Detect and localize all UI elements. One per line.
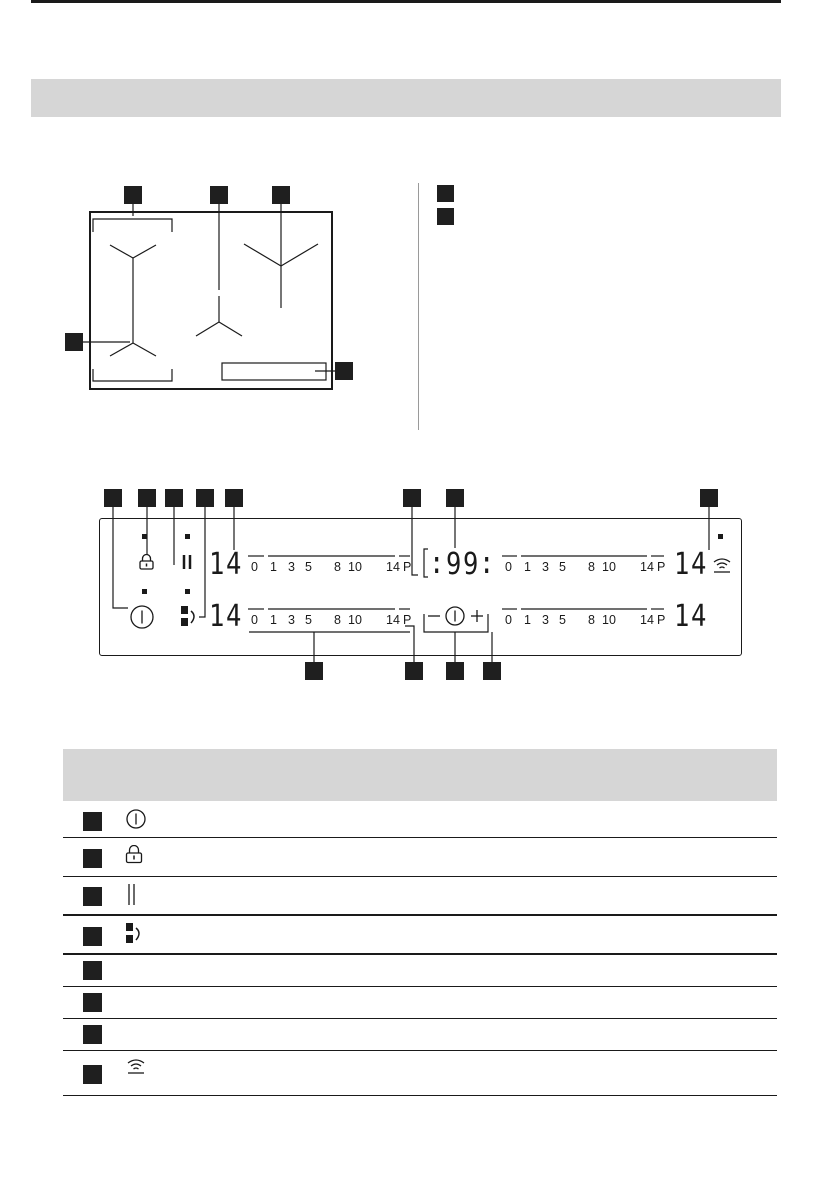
table-row bbox=[63, 916, 777, 955]
slider-scale-label: 3 bbox=[542, 613, 549, 627]
slider-scale-label: P bbox=[657, 560, 666, 574]
slider-scale-label: 1 bbox=[270, 560, 277, 574]
table-row bbox=[63, 801, 777, 838]
slider-scale-label: 0 bbox=[505, 560, 512, 574]
slider-scale-label: 5 bbox=[559, 560, 566, 574]
slider-scale-label: 10 bbox=[348, 613, 362, 627]
indicator-dot bbox=[718, 534, 723, 539]
timer-colon: : bbox=[479, 546, 497, 581]
slider-scale-label: 3 bbox=[288, 560, 295, 574]
slider-scale-label: 14 bbox=[640, 560, 654, 574]
slider-scale-label: P bbox=[657, 613, 666, 627]
pause-icon[interactable] bbox=[180, 554, 194, 570]
lock-icon[interactable] bbox=[139, 554, 154, 570]
power-level-display: 14 bbox=[209, 547, 244, 582]
slider-scale-label: 3 bbox=[542, 560, 549, 574]
slider-scale-label: 14 bbox=[386, 560, 400, 574]
table-row bbox=[63, 838, 777, 877]
pause-icon bbox=[125, 883, 139, 907]
row-marker bbox=[83, 849, 102, 868]
row-marker bbox=[83, 1025, 102, 1044]
timer-display: 99 bbox=[446, 547, 481, 582]
indicator-dot bbox=[142, 589, 147, 594]
row-marker bbox=[83, 1065, 102, 1084]
legend-table bbox=[63, 749, 777, 1096]
hob2hood-icon[interactable] bbox=[711, 556, 733, 575]
row-marker bbox=[83, 961, 102, 980]
indicator-dot bbox=[185, 589, 190, 594]
slider-scale-label: 0 bbox=[505, 613, 512, 627]
row-marker bbox=[83, 927, 102, 946]
slider-scale-label: 1 bbox=[524, 560, 531, 574]
hob2hood-icon bbox=[125, 1057, 147, 1077]
slider-scale-label: 0 bbox=[251, 613, 258, 627]
slider-scale-label: 3 bbox=[288, 613, 295, 627]
slider-scale-label: P bbox=[403, 613, 412, 627]
table-row bbox=[63, 877, 777, 916]
slider-scale-label: 10 bbox=[348, 560, 362, 574]
slider-scale-label: 8 bbox=[588, 560, 595, 574]
table-header bbox=[63, 749, 777, 801]
table-row bbox=[63, 1051, 777, 1096]
slider-scale-label: 8 bbox=[334, 613, 341, 627]
power-level-display: 14 bbox=[209, 599, 244, 634]
slider-scale-label: 8 bbox=[334, 560, 341, 574]
row-marker bbox=[83, 887, 102, 906]
table-row bbox=[63, 955, 777, 987]
table-row bbox=[63, 987, 777, 1019]
power-level-display: 14 bbox=[674, 599, 709, 634]
slider-scale-label: 0 bbox=[251, 560, 258, 574]
power-icon[interactable] bbox=[129, 604, 155, 630]
timer-colon: : bbox=[429, 546, 447, 581]
indicator-dot bbox=[142, 534, 147, 539]
slider-scale-label: 8 bbox=[588, 613, 595, 627]
table-row bbox=[63, 1019, 777, 1051]
indicator-dot bbox=[185, 534, 190, 539]
slider-scale-label: 14 bbox=[386, 613, 400, 627]
slider-scale-label: 1 bbox=[524, 613, 531, 627]
timer-controls bbox=[425, 604, 489, 628]
slider-scale-label: 14 bbox=[640, 613, 654, 627]
bridge-icon bbox=[125, 921, 143, 947]
power-icon bbox=[125, 808, 147, 830]
row-marker bbox=[83, 993, 102, 1012]
lock-icon bbox=[125, 845, 143, 864]
slider-scale-label: 10 bbox=[602, 560, 616, 574]
slider-scale-label: 5 bbox=[305, 560, 312, 574]
slider-scale-label: 5 bbox=[305, 613, 312, 627]
bridge-icon[interactable] bbox=[179, 604, 199, 630]
slider-scale-label: 5 bbox=[559, 613, 566, 627]
power-level-display: 14 bbox=[674, 547, 709, 582]
row-marker bbox=[83, 812, 102, 831]
slider-scale-label: 1 bbox=[270, 613, 277, 627]
slider-scale-label: P bbox=[403, 560, 412, 574]
slider-scale-label: 10 bbox=[602, 613, 616, 627]
